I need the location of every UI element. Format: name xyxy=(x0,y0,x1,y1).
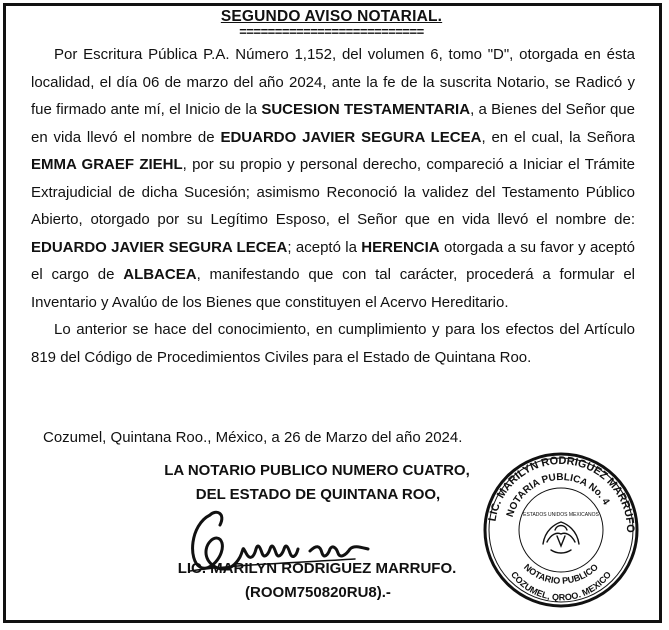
eagle-emblem-icon xyxy=(543,522,579,553)
place-date: Cozumel, Quintana Roo., México, a 26 de Marzo del año 2024. xyxy=(43,429,463,446)
signatory-rfc: (ROOM750820RU8).- xyxy=(245,584,391,601)
seal-center-text: ESTADOS UNIDOS MEXICANOS xyxy=(523,512,599,518)
seal-inner-text: NOTARIA PUBLICA No. 4 xyxy=(504,471,612,519)
title-rule: ========================== xyxy=(239,24,424,39)
paragraph-text: Por Escritura Pública P.A. Número 1,152, del volumen 6, tomo "D", otorgada en ésta localidad, el día 06 de marzo del año 2024, ante la fe de la suscrita Notario, se Radicó y fue firmado ante mí, el Inicio de la xyxy=(31,46,635,118)
bold-name: EDUARDO JAVIER SEGURA LECEA xyxy=(31,238,288,256)
bold-name: EMMA GRAEF ZIEHL xyxy=(31,156,183,173)
signatory-office-line1: LA NOTARIO PUBLICO NUMERO CUATRO, xyxy=(164,462,470,479)
paragraph-text: ; aceptó la xyxy=(287,238,362,256)
paragraph-text: , a Bienes del Señor que en vida llevó el nombre de xyxy=(31,101,635,146)
notice-body xyxy=(31,41,635,371)
paragraph-legal: Lo anterior se hace del conocimiento, en cumplimiento y para los efectos del Artículo 819 del Código de Procedimientos Civiles para el Estado de Quintana Roo. xyxy=(31,321,635,366)
paragraph-text: , en el cual, la Señora xyxy=(481,128,636,146)
seal-bottom-line2: COZUMEL, QROO. MEXICO xyxy=(508,569,614,603)
bold-term: ALBACEA xyxy=(123,266,197,283)
paragraph-text: otorgada a su favor y aceptó el cargo de xyxy=(31,238,635,283)
notary-seal xyxy=(481,450,641,610)
notice-title-text: SEGUNDO AVISO NOTARIAL. xyxy=(220,8,443,25)
signatory-name: LIC. MARILYN RODRIGUEZ MARRUFO. xyxy=(177,560,457,577)
paragraph-text: , manifestando que con tal carácter, procederá a formular el Inventario y Avalúo de los Bienes que constituyen el Acervo Hereditario. xyxy=(31,266,635,311)
bold-name: EDUARDO JAVIER SEGURA LECEA xyxy=(220,128,482,146)
signatory-office-line2: DEL ESTADO DE QUINTANA ROO, xyxy=(195,486,441,503)
seal-outer-text: LIC. MARILYN RODRIGUEZ MARRUFO xyxy=(486,454,637,533)
seal-bottom-line1: NOTARIO PUBLICO xyxy=(521,561,601,586)
paragraph-text: , por su propio y personal derecho, compareció a Iniciar el Trámite Extrajudicial de dicha Sucesión; asimismo Reconoció la validez del Testamento Público Abierto, otorgado por su Legítimo Esposo, el Señor que en vida llevó el nombre de: xyxy=(31,156,636,228)
bold-term: SUCESION TESTAMENTARIA xyxy=(261,101,471,118)
paragraph-deed xyxy=(31,41,635,316)
bold-term: HERENCIA xyxy=(361,238,440,256)
